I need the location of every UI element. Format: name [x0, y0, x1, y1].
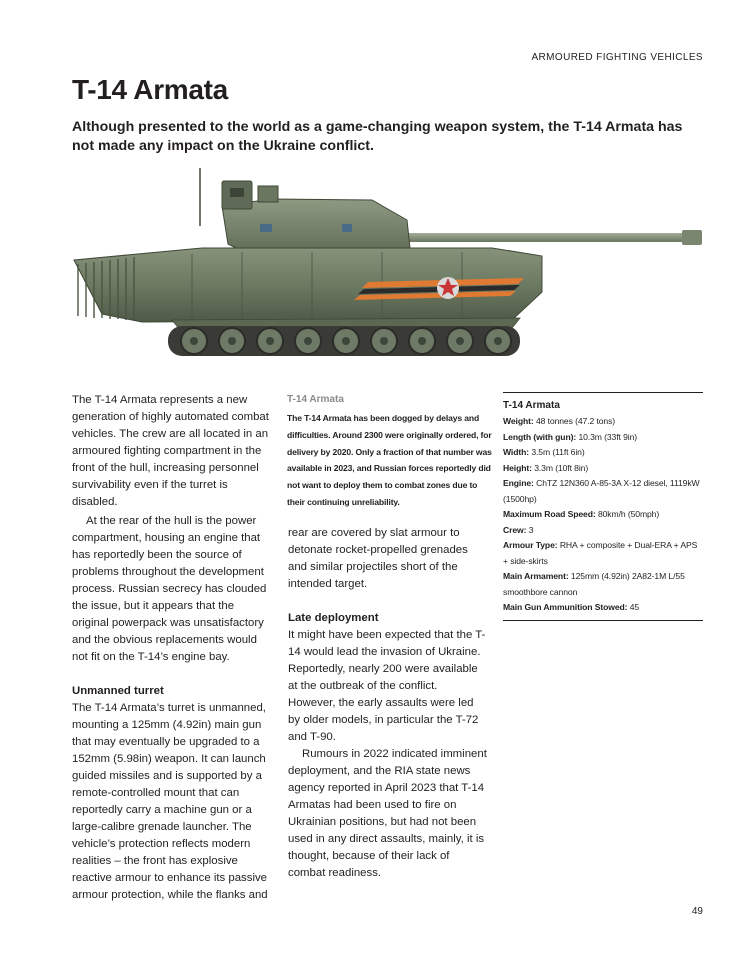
- tank-illustration: [72, 164, 702, 364]
- spec-value: 48 tonnes (47.2 tons): [535, 416, 616, 426]
- red-star-icon: [437, 277, 459, 299]
- tank-illustration-svg: [72, 164, 702, 364]
- spec-label: Height:: [503, 462, 532, 473]
- spec-value: 80km/h (50mph): [597, 509, 660, 519]
- sight-optic: [230, 188, 244, 197]
- subheading-unmanned-turret: Unmanned turret: [72, 685, 164, 697]
- spec-value: 125mm (4.92in) 2A82-1M L/55 smoothbore cannon: [503, 571, 685, 597]
- sidebar-box: [287, 393, 492, 511]
- subheading-late-deployment: Late deployment: [288, 612, 379, 624]
- spec-row: [503, 600, 703, 616]
- spec-label: Width:: [503, 447, 530, 457]
- main-gun-barrel: [402, 233, 697, 242]
- body-paragraph: The T-14 Armata’s turret is unmanned, mounting a 125mm (4.92in) main gun that may eventually be upgraded to a 152mm (5.98in) weapon. It can launch guided missiles and is supported by a remote-controlled mount that can reportedly carry a machine gun or a large-calibre grenade launcher. The vehicle’s protection reflects modern realities – the front has explosive reactive armour to enhance its passive armour protection, while the flanks and: [72, 702, 268, 901]
- spec-label: Armour Type:: [503, 540, 558, 550]
- spec-row: [503, 461, 703, 477]
- body-paragraph: It might have been expected that the T-14 would lead the invasion of Ukraine. Reportedly, nearly 200 were available at the outbreak of the conflict. However, the early assaults were led by older models, in particular the T-72 and T-90.: [288, 629, 486, 743]
- body-paragraph: At the rear of the hull is the power compartment, housing an engine that has reportedly been the source of problems throughout the development process. Russian secrecy has clouded the issue, but it appears that the original powerpack was unsatisfactory and the obvious replacements would not fit on the T-14’s engine bay.: [72, 515, 267, 663]
- turret-sensor-2: [342, 224, 352, 232]
- spec-row: [503, 538, 703, 569]
- spec-row: [503, 507, 703, 523]
- spec-label: Weight:: [503, 416, 534, 426]
- spec-label: Crew:: [503, 524, 527, 535]
- spec-row: [503, 569, 703, 600]
- body-column-1: [72, 392, 272, 904]
- spec-value: 3.5m (11ft 6in): [531, 447, 585, 457]
- spec-row: [503, 476, 703, 507]
- spec-value: ChTZ 12N360 A-85-3A X-12 diesel, 1119kW (1500hp): [503, 478, 700, 504]
- specifications-box: [503, 392, 703, 621]
- spec-row: [503, 414, 703, 430]
- running-head: ARMOURED FIGHTING VEHICLES: [531, 52, 703, 63]
- spec-label: Main Armament:: [503, 571, 569, 581]
- page-number: 49: [691, 906, 703, 917]
- body-paragraph: rear are covered by slat armour to detonate rocket-propelled grenades and similar projectiles short of the intended target.: [288, 527, 468, 590]
- sidebar-title: T-14 Armata: [287, 394, 344, 405]
- sidebar-text: The T-14 Armata has been dogged by delays and difficulties. Around 2300 were originally ordered, for delivery by 2020. Only a fraction of that number was available in 2023, and Russian forces reportedly did not want to deploy them to combat zones due to their continuing unreliability.: [287, 413, 492, 507]
- article-standfirst: Although presented to the world as a game-changing weapon system, the T-14 Armata has not made any impact on the Ukraine conflict.: [72, 119, 683, 154]
- specs-title: T-14 Armata: [503, 400, 560, 411]
- body-column-2: [288, 525, 488, 882]
- spec-value: 10.3m (33ft 9in): [578, 431, 638, 442]
- body-paragraph: Rumours in 2022 indicated imminent deployment, and the RIA state news agency reported in April 2023 that T-14 Armatas had been used to fire on Ukrainian positions, but had not been used in any direct assaults, mainly, it is thought, because of their lack of combat readiness.: [288, 748, 487, 879]
- spec-value: 3.3m (10ft 8in): [534, 462, 589, 473]
- spec-label: Engine:: [503, 478, 534, 488]
- body-paragraph: The T-14 Armata represents a new generation of highly automated combat vehicles. The crew are all located in an armoured fighting compartment in the front of the hull, increasing personnel survivability even if the turret is disabled.: [72, 394, 269, 508]
- spec-row: [503, 523, 703, 539]
- spec-value: 45: [629, 602, 640, 612]
- gun-muzzle: [682, 230, 702, 245]
- spec-row: [503, 445, 703, 461]
- spec-row: [503, 430, 703, 446]
- spec-label: Main Gun Ammunition Stowed:: [503, 602, 628, 612]
- turret-sensor: [260, 224, 272, 232]
- spec-label: Maximum Road Speed:: [503, 509, 596, 519]
- spec-label: Length (with gun):: [503, 431, 577, 442]
- article-title: T-14 Armata: [72, 74, 228, 105]
- spec-value: RHA + composite + Dual-ERA + APS + side-skirts: [503, 540, 698, 566]
- rws-mount: [258, 186, 278, 202]
- spec-value: 3: [528, 524, 534, 535]
